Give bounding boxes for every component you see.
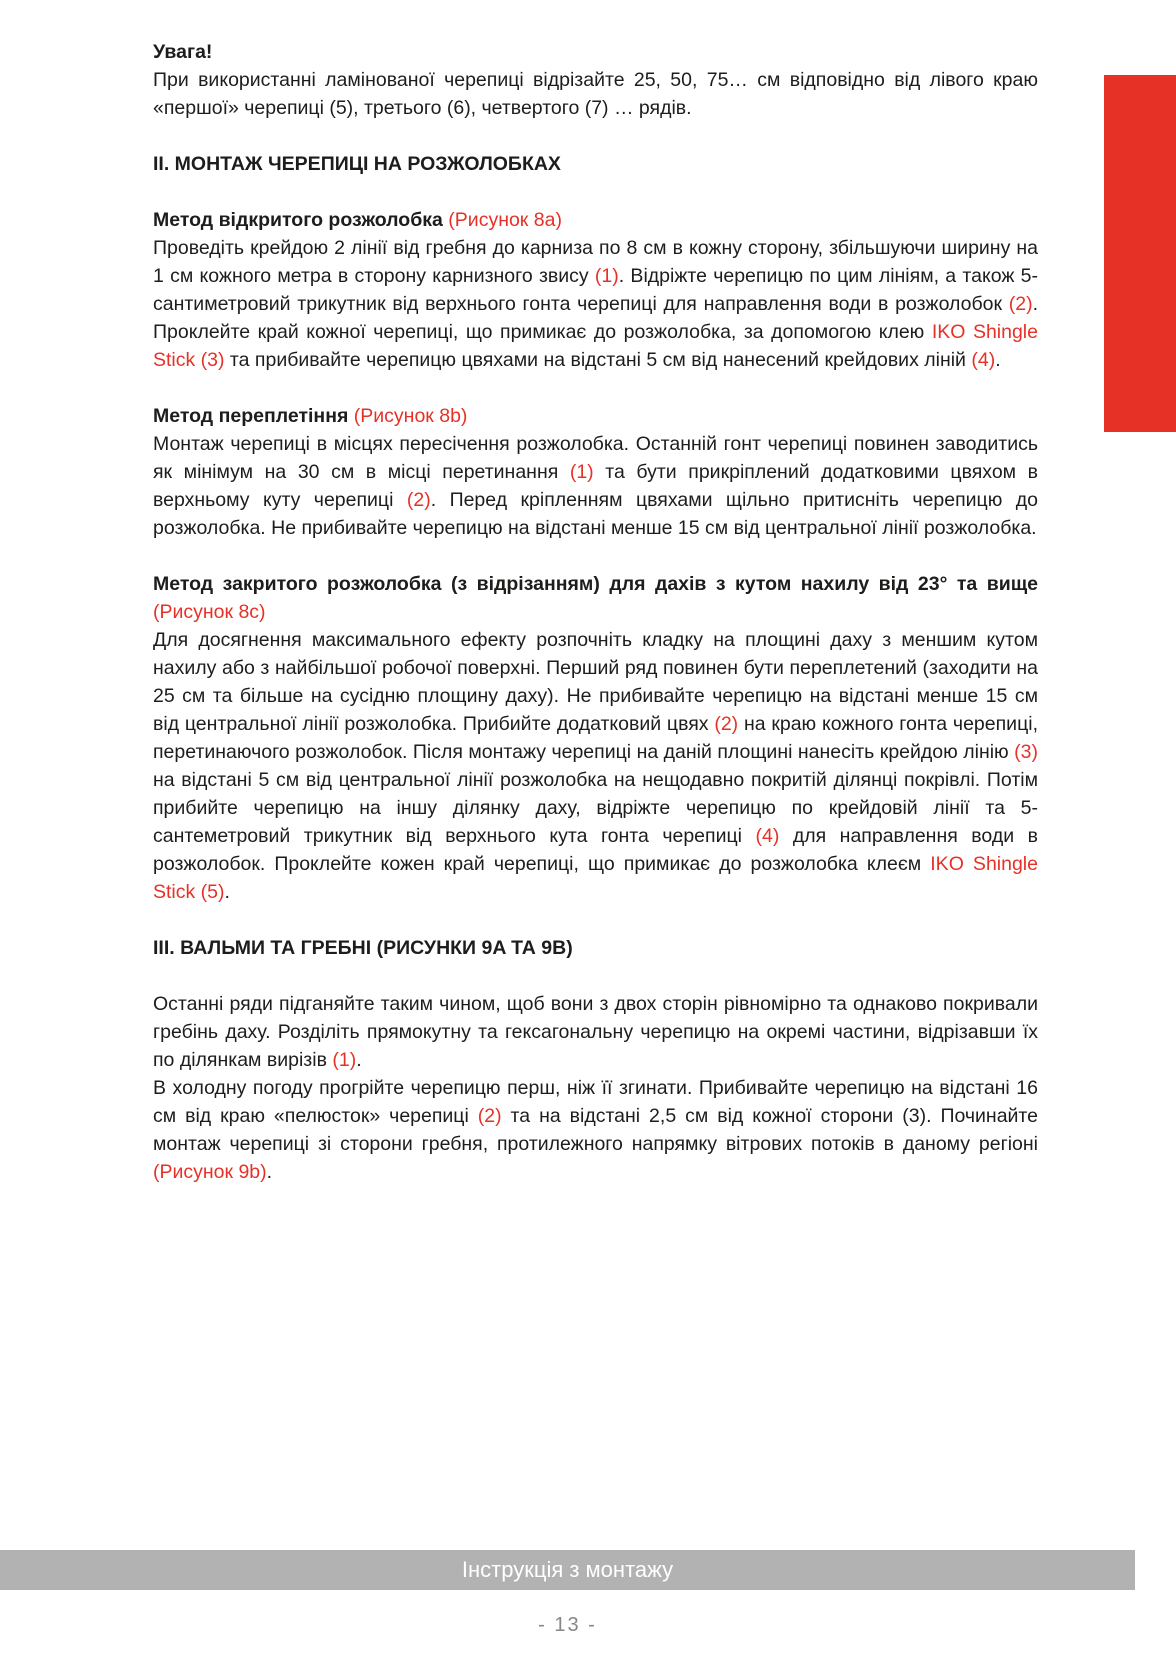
section-3-paragraph-2	[153, 1074, 1038, 1186]
text-run: . Перед кріпленням цвяхами щільно притисніть черепицю до розжолобка. Не прибивайте черепицю на відстані менше 15 см від центральної лінії розжолобка.	[153, 489, 1038, 539]
ref-1: (1)	[594, 265, 619, 287]
footer-title: Інструкція з монтажу	[461, 1557, 674, 1582]
note-text: При використанні ламінованої черепиці відрізайте 25, 50, 75… см відповідно від лівого краю «першої» черепиці (5), третього (6), четвертого (7) … рядів.	[153, 69, 1038, 119]
text-run: Останні ряди підганяйте таким чином, щоб вони з двох сторін рівномірно та однаково покривали гребінь даху. Розділіть прямокутну та гексагональну черепицю на окремі частини, відрізавши їх по ділянкам вирізів	[153, 993, 1038, 1071]
method-open-title: Метод відкритого розжолобка	[153, 209, 443, 231]
ref-1: (1)	[569, 461, 594, 483]
text-run: .	[356, 1049, 362, 1071]
text-run: Монтаж черепиці в місцях пересічення розжолобка. Останній гонт черепиці повинен заводитись як мінімум на 30 см в місці перетинання	[153, 433, 1038, 483]
section-2-header	[153, 150, 1038, 178]
text-run: .	[995, 349, 1001, 371]
text-run: Для досягнення максимального ефекту розпочніть кладку на площині даху з меншим кутом нахилу або з найбільшої робочої поверхні. Перший ряд повинен бути переплетений (заходити на 25 см та більше на сусідню площину даху). Не прибивайте черепицю на відстані менше 15 см від центральної лінії розжолобка. Прибийте додатковий цвях	[153, 629, 1038, 735]
note-block	[153, 38, 1038, 122]
ref-4: (4)	[755, 825, 780, 847]
method-closed-valley	[153, 570, 1038, 906]
document-body	[153, 38, 1038, 1214]
text-run: В холодну погоду прогрійте черепицю перш, ніж її згинати. Прибивайте черепицю на відстані 16 см від краю «пелюсток» черепиці	[153, 1077, 1038, 1127]
section-3-heading: III. ВАЛЬМИ ТА ГРЕБНІ (РИСУНКИ 9A ТА 9B)	[153, 937, 573, 959]
figure-ref-8c: (Рисунок 8c)	[153, 601, 266, 623]
text-run: для направлення води в розжолобок. Проклейте кожен край черепиці, що примикає до розжолобка клеєм	[153, 825, 1038, 875]
ref-4: (4)	[971, 349, 996, 371]
section-2-heading: II. МОНТАЖ ЧЕРЕПИЦІ НА РОЗЖОЛОБКАХ	[153, 153, 561, 175]
method-closed-title-line	[153, 570, 1038, 626]
text-run: . Відріжте черепицю по цим лініям, а також 5-сантиметровий трикутник від верхнього гонта черепиці для направлення води в розжолобок	[153, 265, 1038, 315]
ref-2: (2)	[1008, 293, 1033, 315]
figure-ref-8a: (Рисунок 8a)	[448, 209, 562, 231]
page-number: - 13 -	[538, 1614, 597, 1636]
method-open-title-line	[153, 206, 1038, 234]
text-run: .	[266, 1161, 273, 1183]
ref-product-3: IKO Shingle Stick (3)	[153, 321, 1038, 371]
text-run: на краю кожного гонта черепиці, перетинаючого розжолобок. Після монтажу черепиці на даній площині нанесіть крейдою лінію	[153, 713, 1038, 763]
method-open-text	[153, 234, 1038, 374]
side-tab-marker	[1104, 75, 1176, 432]
ref-1: (1)	[332, 1049, 357, 1071]
text-run: та прибивайте черепицю цвяхами на відстані 5 см від нанесений крейдових ліній	[224, 349, 972, 371]
note-title: Увага!	[153, 41, 213, 63]
ref-2: (2)	[406, 489, 431, 511]
ref-3: (3)	[1014, 741, 1038, 763]
figure-ref-9b: (Рисунок 9b)	[153, 1161, 267, 1183]
text-run: . Проклейте край кожної черепиці, що примикає до розжолобка, за допомогою клею	[153, 293, 1038, 343]
text-run: .	[224, 881, 230, 903]
section-3-header	[153, 934, 1038, 962]
text-run: та бути прикріплений додатковими цвяхом в верхньому куту черепиці	[153, 461, 1038, 511]
method-closed-title: Метод закритого розжолобка (з відрізанням) для дахів з кутом нахилу від 23° та вище	[153, 573, 1038, 595]
ref-2: (2)	[477, 1105, 502, 1127]
method-closed-text	[153, 626, 1038, 906]
text-run: та на відстані 2,5 см від кожної сторони (3). Починайте монтаж черепиці зі сторони гребня, протилежного напрямку вітрових потоків в даному регіоні	[153, 1105, 1038, 1155]
section-3-body	[153, 990, 1038, 1186]
ref-2: (2)	[714, 713, 739, 735]
method-woven-title-line	[153, 402, 1038, 430]
text-run: Проведіть крейдою 2 лінії від гребня до карниза по 8 см в кожну сторону, збільшуючи ширину на 1 см кожного метра в сторону карнизного звису	[153, 237, 1038, 287]
method-woven-valley	[153, 402, 1038, 542]
ref-product-5: IKO Shingle Stick (5)	[153, 853, 1038, 903]
text-run: на відстані 5 см від центральної лінії розжолобка на нещодавно покритій ділянці покрівлі. Потім прибийте черепицю на іншу ділянку даху, відріжте черепицю по крейдовій лінії та 5-сантеметровий трикутник від верхнього кута гонта черепиці	[153, 769, 1038, 847]
method-open-valley	[153, 206, 1038, 374]
method-woven-title: Метод переплетіння	[153, 405, 349, 427]
section-3-paragraph-1	[153, 990, 1038, 1074]
figure-ref-8b: (Рисунок 8b)	[353, 405, 468, 427]
method-woven-text	[153, 430, 1038, 542]
